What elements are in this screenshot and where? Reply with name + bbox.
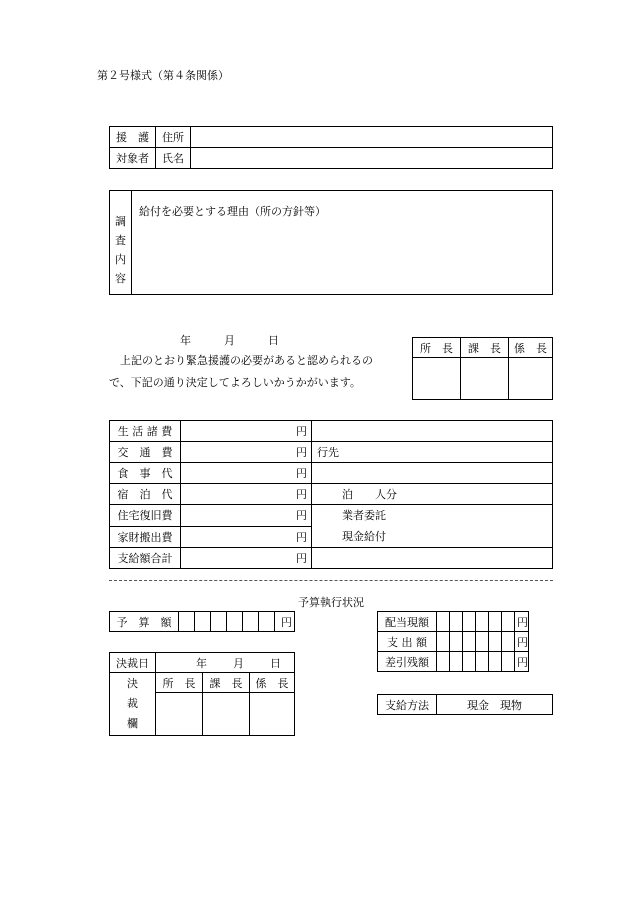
destination-cell[interactable] <box>312 442 553 463</box>
decision-month-label: 月 <box>233 656 244 670</box>
expense-label: 宿 泊 代 <box>110 484 181 505</box>
digit-cell[interactable] <box>476 632 489 652</box>
expense-amount[interactable] <box>181 484 312 505</box>
expense-note[interactable] <box>312 548 553 569</box>
dashed-separator <box>109 580 553 581</box>
payment-method-table <box>377 694 553 715</box>
budget-status-table <box>377 611 529 672</box>
digit-cell[interactable] <box>502 632 515 652</box>
digit-cell[interactable] <box>502 652 515 672</box>
decision-header-section-chief: 課 長 <box>203 673 250 693</box>
budget-amount-table <box>109 611 295 632</box>
destination-label: 行先 <box>317 446 339 459</box>
table-row <box>110 505 553 527</box>
table-row <box>110 484 553 505</box>
decision-date-label: 決裁日 <box>110 653 156 673</box>
digit-cell[interactable] <box>476 612 489 632</box>
persons-label: 人分 <box>375 488 397 501</box>
table-row <box>110 421 553 442</box>
expense-amount[interactable] <box>181 463 312 484</box>
decision-side-label <box>110 673 156 736</box>
table-row <box>110 548 553 569</box>
reason-area[interactable] <box>132 191 553 295</box>
address-field[interactable] <box>191 127 553 148</box>
expense-note[interactable] <box>312 463 553 484</box>
decision-char: 決 <box>127 677 138 690</box>
payment-method-value[interactable]: 現金 現物 <box>437 695 553 715</box>
reason-label: 給付を必要とする理由（所の方針等） <box>139 205 326 218</box>
approval-header-subsection-chief: 係 長 <box>509 338 553 358</box>
contractor-label: 業者委託 <box>342 509 386 522</box>
recipient-table <box>109 126 553 169</box>
request-date <box>180 332 279 348</box>
yen-unit: 円 <box>275 612 295 632</box>
digit-cell[interactable] <box>450 612 463 632</box>
decision-header-director: 所 長 <box>156 673 203 693</box>
digit-cell[interactable] <box>502 612 515 632</box>
decision-stamp-subsection-chief[interactable] <box>250 693 295 736</box>
expense-amount[interactable] <box>181 548 312 569</box>
request-text-line2: で、下記の通り決定してよろしいかうかがいます。 <box>109 376 361 389</box>
decision-date-field[interactable] <box>156 653 295 673</box>
yen-unit: 円 <box>296 488 307 501</box>
name-field[interactable] <box>191 148 553 169</box>
table-row <box>378 612 529 632</box>
digit-cell[interactable] <box>259 612 275 632</box>
recipient-label-line2: 対象者 <box>110 148 156 169</box>
decision-char: 裁 <box>127 697 138 710</box>
decision-char: 欄 <box>127 717 138 730</box>
expense-amount[interactable] <box>181 421 312 442</box>
digit-cell[interactable] <box>489 652 502 672</box>
yen-unit: 円 <box>296 467 307 480</box>
yen-unit: 円 <box>296 425 307 438</box>
digit-cell[interactable] <box>476 652 489 672</box>
yen-unit: 円 <box>296 509 307 523</box>
expense-amount[interactable] <box>181 526 312 548</box>
expenditure-label: 支 出 額 <box>378 632 437 652</box>
decision-table <box>109 652 295 736</box>
table-row <box>110 442 553 463</box>
name-label: 氏名 <box>156 148 191 169</box>
table-row <box>378 632 529 652</box>
expenses-table <box>109 420 553 569</box>
yen-unit: 円 <box>296 552 307 565</box>
digit-cell[interactable] <box>437 652 450 672</box>
address-label: 住所 <box>156 127 191 148</box>
digit-cell[interactable] <box>437 632 450 652</box>
approval-header-section-chief: 課 長 <box>461 338 509 358</box>
expense-label: 食 事 代 <box>110 463 181 484</box>
digit-cell[interactable] <box>489 632 502 652</box>
survey-char: 内 <box>115 252 126 266</box>
digit-cell[interactable] <box>243 612 259 632</box>
budget-amount-label: 予 算 額 <box>110 612 179 632</box>
request-text <box>109 350 409 394</box>
form-title: 第２号様式（第４条関係） <box>97 69 229 82</box>
request-year-label: 年 <box>180 334 191 347</box>
decision-stamp-director[interactable] <box>156 693 203 736</box>
digit-cell[interactable] <box>463 632 476 652</box>
approval-stamp-subsection-chief[interactable] <box>509 358 553 400</box>
digit-cell[interactable] <box>195 612 211 632</box>
allocation-label: 配当現額 <box>378 612 437 632</box>
expense-label: 生 活 諸 費 <box>110 421 181 442</box>
stay-label: 泊 <box>342 488 353 501</box>
request-text-line1: 上記のとおり緊急援護の必要があると認められるの <box>120 354 373 367</box>
digit-cell[interactable] <box>450 632 463 652</box>
request-month-label: 月 <box>224 334 235 347</box>
digit-cell[interactable] <box>450 652 463 672</box>
expense-amount[interactable] <box>181 505 312 527</box>
expense-note[interactable] <box>312 421 553 442</box>
cash-label: 現金給付 <box>342 530 386 543</box>
balance-label: 差引残額 <box>378 652 437 672</box>
yen-unit: 円 <box>515 632 529 652</box>
digit-cell[interactable] <box>437 612 450 632</box>
budget-section-title: 予算執行状況 <box>298 596 364 609</box>
digit-cell[interactable] <box>227 612 243 632</box>
survey-table <box>109 190 553 295</box>
digit-cell[interactable] <box>463 652 476 672</box>
stay-cell[interactable] <box>312 484 553 505</box>
survey-char: 容 <box>115 271 126 285</box>
approval-stamp-director[interactable] <box>413 358 461 400</box>
yen-unit: 円 <box>515 612 529 632</box>
expense-label: 住宅復旧費 <box>110 505 181 527</box>
approval-top-table <box>412 337 553 400</box>
yen-unit: 円 <box>296 530 307 544</box>
decision-year-label: 年 <box>196 656 207 670</box>
payment-method-label: 支給方法 <box>378 695 437 715</box>
expense-label: 家財搬出費 <box>110 526 181 548</box>
expense-label: 交 通 費 <box>110 442 181 463</box>
decision-day-label: 日 <box>270 656 281 670</box>
approval-stamp-section-chief[interactable] <box>461 358 509 400</box>
survey-char: 査 <box>115 233 126 247</box>
digit-cell[interactable] <box>211 612 227 632</box>
approval-header-director: 所 長 <box>413 338 461 358</box>
yen-unit: 円 <box>515 652 529 672</box>
digit-cell[interactable] <box>463 612 476 632</box>
decision-stamp-section-chief[interactable] <box>203 693 250 736</box>
table-row <box>378 652 529 672</box>
decision-header-subsection-chief: 係 長 <box>250 673 295 693</box>
digit-cell[interactable] <box>179 612 195 632</box>
digit-cell[interactable] <box>489 612 502 632</box>
request-day-label: 日 <box>268 334 279 347</box>
survey-side-label <box>110 191 132 295</box>
housing-method-cell[interactable] <box>312 505 553 548</box>
yen-unit: 円 <box>296 446 307 459</box>
expense-label: 支給額合計 <box>110 548 181 569</box>
recipient-label-line1: 援 護 <box>110 127 156 148</box>
table-row <box>110 463 553 484</box>
expense-amount[interactable] <box>181 442 312 463</box>
survey-char: 調 <box>115 214 126 228</box>
